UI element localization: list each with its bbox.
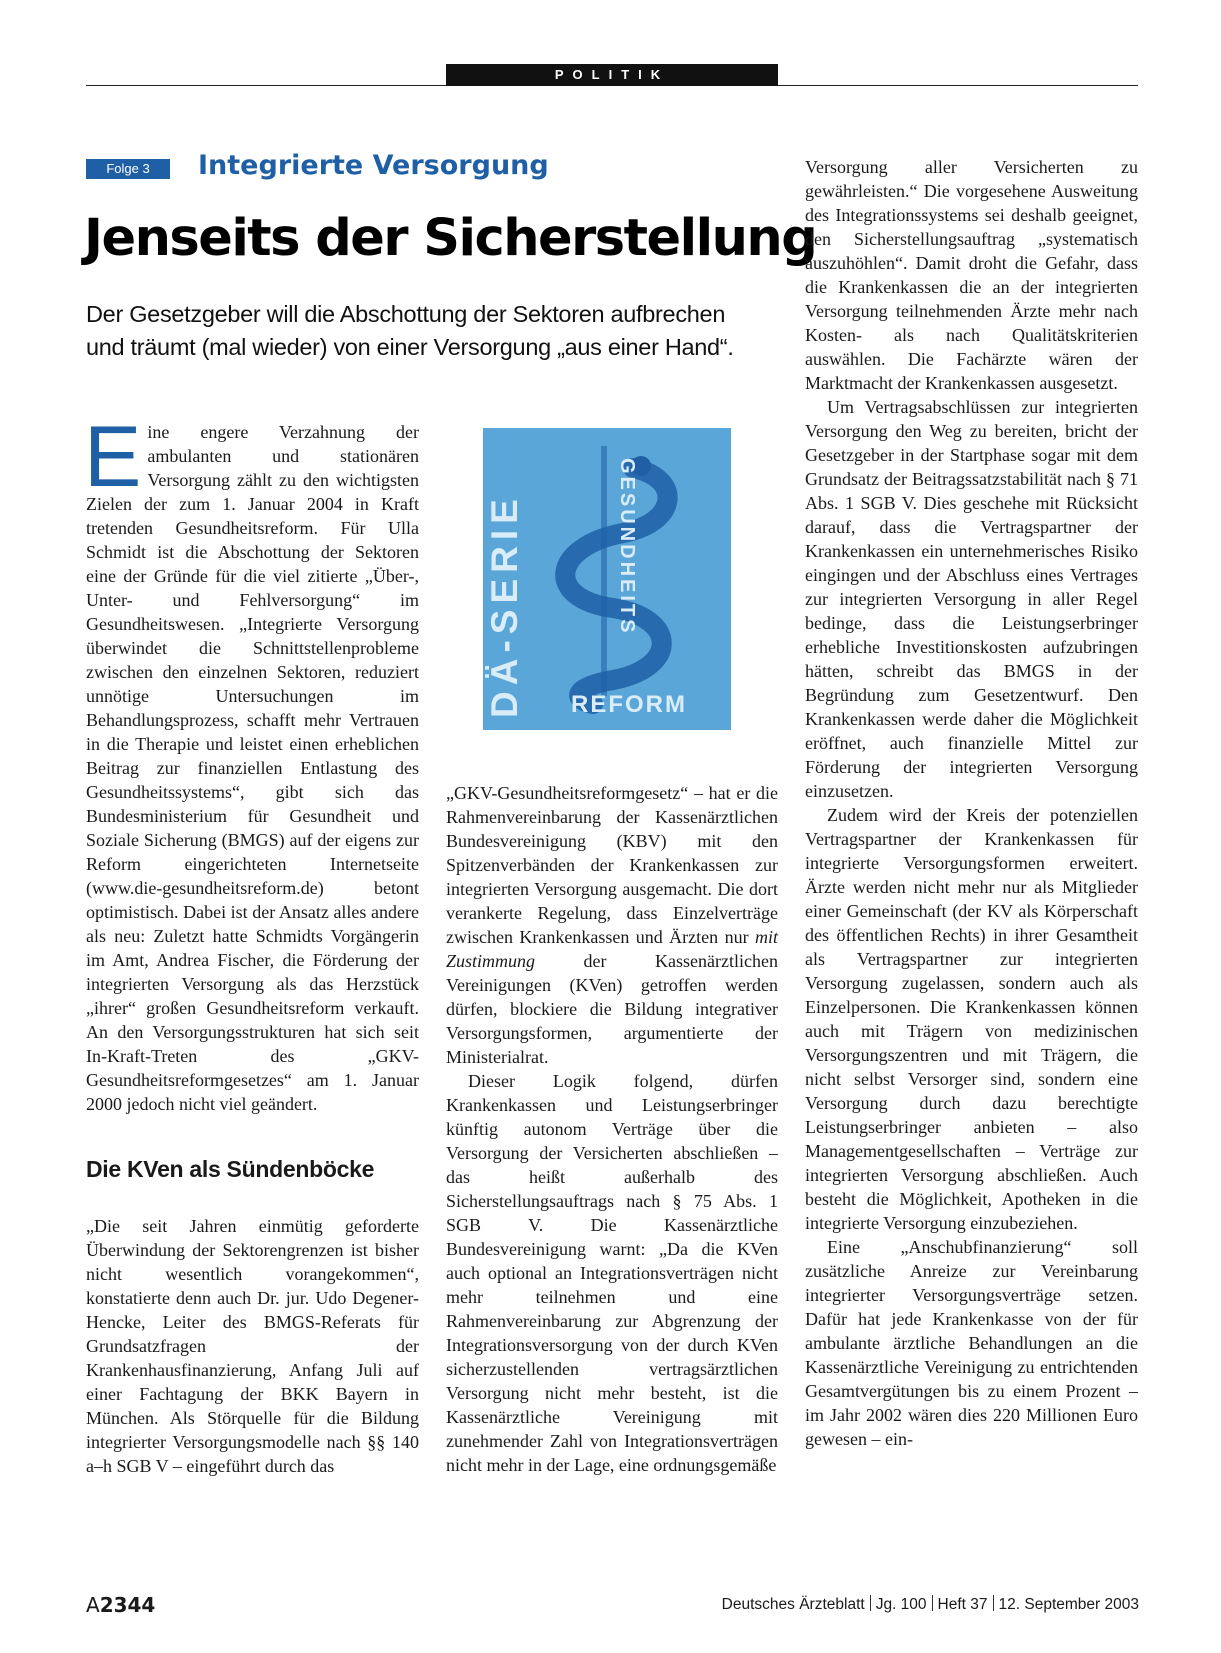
series-badge: Folge 3 xyxy=(86,159,170,179)
logo-bottom-text: REFORM xyxy=(571,691,687,718)
drop-cap: E xyxy=(84,409,142,505)
crosshead: Die KVen als Sündenböcke xyxy=(86,1156,375,1182)
page-number xyxy=(86,1592,155,1618)
divider xyxy=(993,1595,994,1611)
paragraph-2-emphasis: mit Zustimmung xyxy=(446,927,778,971)
issue-date: 12. September 2003 xyxy=(998,1596,1139,1613)
journal-name: Deutsches Ärzteblatt xyxy=(721,1596,865,1613)
series-logo xyxy=(483,428,731,730)
subhead-line: Der Gesetzgeber will die Abschottung der Sektoren aufbrechen xyxy=(86,301,726,327)
paragraph-4: Um Vertragsabschlüssen zur integrierten Versorgung den Weg zu bereiten, bricht der Gesetzgeber in der Startphase sogar mit dem Grundsatz der Beitragssatzstabilität nach § 71 Abs. 1 SGB V. Dies geschehe mit Rücksicht darauf, dass die Vertragspartner der Krankenkassen ein unternehmerisches Risiko eingingen und der Abschluss eines Vertrages zur integrierten Versorgung in aller Regel bedinge, dass die Leistungserbringer erhebliche Investitionskosten aufzubringen hätten, schreibt das BMGS in der Begründung zum Gesetzentwurf. Den Krankenkassen werde daher die Möglichkeit eröffnet, auch finanzielle Mittel zur Förderung der integrierten Versorgung einzusetzen. xyxy=(805,397,1138,801)
issue: Heft 37 xyxy=(937,1596,988,1613)
paragraph-intro: ine engere Verzahnung der ambulanten und stationären Versorgung zählt zu den wichtigsten Zielen der zum 1. Januar 2004 in Kraft tretenden Gesundheitsreform. Für Ulla Schmidt ist die Abschottung der Sektoren eine der Gründe für die viel zitierte „Über-, Unter- und Fehlversorgung“ im Gesundheitswesen. „Integrierte Versorgung überwindet die Schnittstellenprobleme zwischen den einzelnen Sektoren, reduziert unnötige Untersuchungen im Behandlungsprozess, schafft mehr Vertrauen in die Therapie und leistet einen erheblichen Beitrag zur finanziellen Entlastung des Gesundheitssystems“, gibt sich das Bundesministerium für Gesundheit und Soziale Sicherung (BMGS) auf der eigens zur Reform eingerichteten Internetseite (www.die-gesundheitsreform.de) betont optimistisch. Dabei ist der Ansatz alles andere als neu: Zuletzt hatte Schmidts Vorgängerin im Amt, Andrea Fischer, die Förderung der integrierten Versorgung als das Herzstück „ihrer“ großen Gesundheitsreform verkauft. An den Versorgungsstrukturen hat sich seit In-Kraft-Treten des „GKV-Gesundheitsreformgesetzes“ am 1. Januar 2000 jedoch nicht viel geändert. xyxy=(86,422,419,1114)
article-column-3 xyxy=(805,155,1138,1451)
series-kicker: Integrierte Versorgung xyxy=(198,150,549,181)
volume: Jg. 100 xyxy=(875,1596,927,1613)
article-column-1: Eine engere Verzahnung der ambulanten und stationären Versorgung zählt zu den wichtigsten Zielen der zum 1. Januar 2004 in Kraft tretenden Gesundheitsreform. Für Ulla Schmidt ist die Abschottung der Sektoren eine der Gründe für die viel zitierte „Über-, Unter- und Fehlversorgung“ im Gesundheitswesen. „Integrierte Versorgung überwindet die Schnittstellenprobleme zwischen den einzelnen Sektoren, reduziert unnötige Untersuchungen im Behandlungsprozess, schafft mehr Vertrauen in die Therapie und leistet einen erheblichen Beitrag zur finanziellen Entlastung des Gesundheitssystems“, gibt sich das Bundesministerium für Gesundheit und Soziale Sicherung (BMGS) auf der eigens zur Reform eingerichteten Internetseite (www.die-gesundheitsreform.de) betont optimistisch. Dabei ist der Ansatz alles andere als neu: Zuletzt hatte Schmidts Vorgängerin im Amt, Andrea Fischer, die Förderung der integrierten Versorgung als das Herzstück „ihrer“ großen Gesundheitsreform verkauft. An den Versorgungsstrukturen hat sich seit In-Kraft-Treten des „GKV-Gesundheitsreformgesetzes“ am 1. Januar 2000 jedoch nicht viel geändert. Die KVen als Sündenböcke „Die seit Jahren einmütig geforderte Überwindung der Sektorengrenzen ist bisher nicht wesentlich vorangekommen“, konstatierte denn auch Dr. jur. Udo Degener-Hencke, Leiter des BMGS-Referats für Grundsatzfragen der Krankenhausfinanzierung, Anfang Juli auf einer Fachtagung der BKK Bayern in München. Als Störquelle für die Bildung integrierter Versorgungsmodelle nach §§ 140 a–h SGB V – eingeführt durch das xyxy=(84,409,419,1476)
subhead xyxy=(86,298,786,364)
divider xyxy=(932,1595,933,1611)
paragraph-3: Dieser Logik folgend, dürfen Krankenkassen und Leistungserbringer künftig autonom Verträge über die Versorgung der Versicherten abschließen – das heißt außerhalb des Sicherstellungsauftrags nach § 75 Abs. 1 SGB V. Die Kassenärztliche Bundesvereinigung warnt: „Da die KVen auch optional an Integrationsverträgen nicht mehr teilnehmen und eine Rahmenvereinbarung zur Abgrenzung der Integrationsversorgung von der durch KVen sicherzustellenden vertragsärztlichen Versorgung nicht mehr besteht, ist die Kassenärztliche Vereinigung mit zunehmender Zahl von Integrationsverträgen nicht mehr in der Lage, eine ordnungsgemäße xyxy=(446,1071,778,1475)
page-number-value: 2344 xyxy=(99,1593,156,1617)
headline: Jenseits der Sicherstellung xyxy=(84,209,817,268)
section-label: POLITIK xyxy=(446,64,778,86)
subhead-line: und träumt (mal wieder) von einer Versorgung „aus einer Hand“. xyxy=(86,334,734,360)
paragraph-2-continued: „GKV-Gesundheitsreformgesetz“ – hat er die Rahmenvereinbarung der Kassenärztlichen Bundesvereinigung (KBV) mit den Spitzenverbänden der Krankenkassen zur integrierten Versorgung ausgemacht. Die dort verankerte Regelung, dass Einzelverträge zwischen Krankenkassen und Ärzten nur mit Zustimmung der Kassenärztlichen Vereinigungen (KVen) getroffen werden dürfen, blockiere die Bildung integrativer Versorgungsformen, argumentierte der Ministerialrat. xyxy=(446,783,778,1067)
paragraph-5: Zudem wird der Kreis der potenziellen Vertragspartner der Krankenkassen für integrierte Versorgungsformen erweitert. Ärzte werden nicht mehr nur als Mitglieder einer Gemeinschaft (der KV als Körperschaft des öffentlichen Rechts) in ihrer Gesamtheit als Vertragspartner zur integrierten Versorgung zugelassen, sondern auch als Einzelpersonen. Die Krankenkassen können auch mit Trägern von medizinischen Versorgungszentren und mit Trägern, die nicht selbst Versorger sind, sondern eine Versorgung durch dazu berechtigte Leistungserbringer anbieten – also Managementgesellschaften – Verträge zur integrierten Versorgung abschließen. Auch besteht die Möglichkeit, Apotheken in die integrierte Versorgung einzubeziehen. xyxy=(805,805,1138,1233)
paragraph-3-continued: Versorgung aller Versicherten zu gewährleisten.“ Die vorgesehene Ausweitung des Integrationssystems sei deshalb geeignet, den Sicherstellungsauftrag „systematisch auszuhöhlen“. Damit droht die Gefahr, dass die Krankenkassen die an der integrierten Versorgung teilnehmenden Ärzte mehr nach Kosten- als nach Qualitätskriterien auswählen. Die Fachärzte wären der Marktmacht der Krankenkassen ausgesetzt. xyxy=(805,157,1138,393)
paragraph-6: Eine „Anschubfinanzierung“ soll zusätzliche Anreize zur Vereinbarung integrierter Versorgungsverträge setzen. Dafür hat jede Krankenkasse von der für ambulante ärztliche Behandlungen an die Kassenärztliche Vereinigung zu entrichtenden Gesamtvergütungen bis zu einem Prozent – im Jahr 2002 wären dies 220 Millionen Euro gewesen – ein- xyxy=(805,1237,1138,1449)
publication-line xyxy=(722,1594,1139,1616)
article-column-2 xyxy=(446,781,778,1477)
page-prefix: A xyxy=(86,1593,100,1617)
divider xyxy=(870,1595,871,1611)
logo-left-text: DÄ-SERIE xyxy=(484,493,525,718)
logo-vertical-text: GESUNDHEITS xyxy=(616,458,638,636)
